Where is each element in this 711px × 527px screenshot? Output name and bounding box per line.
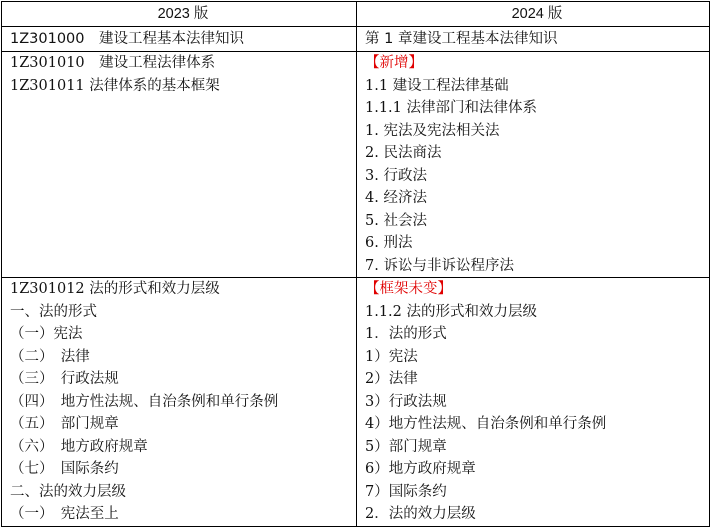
- section1-right-line: 1. 宪法及宪法相关法: [365, 122, 500, 139]
- section2-right-line: 1）宪法: [365, 348, 418, 365]
- section2-right-line: 2）法律: [365, 371, 418, 387]
- section2-left-line: （七） 国际条约: [10, 461, 119, 477]
- subheader-2024: 第 1 章建设工程基本法律知识: [357, 27, 710, 52]
- section1-right-line: 1.1.1 法律部门和法律体系: [365, 100, 538, 116]
- section2-left-line: （一） 宪法至上: [10, 506, 119, 522]
- section-row-1: [2, 52, 710, 278]
- header-2023: 2023 版: [2, 2, 357, 27]
- section2-right-line: 6）地方政府规章: [365, 461, 476, 477]
- section1-right-line: 6. 刑法: [365, 235, 413, 251]
- section2-right-line: 5）部门规章: [365, 438, 447, 455]
- section2-left-line: （四） 地方性法规、自治条例和单行条例: [10, 393, 279, 410]
- section2-left-line: 一、法的形式: [10, 303, 97, 320]
- section1-right-line: 2. 民法商法: [365, 145, 442, 161]
- section2-right-line: 1.1.2 法的形式和效力层级: [365, 303, 538, 320]
- section1-2023-cell: [2, 52, 357, 278]
- new-tag: 【新增】: [365, 55, 423, 71]
- unchanged-tag: 【框架未变】: [365, 281, 452, 297]
- section2-right-line: 4）地方性法规、自治条例和单行条例: [365, 416, 607, 432]
- subheader-row: [2, 27, 710, 52]
- comparison-table: [1, 1, 710, 527]
- section2-left-line: 1Z301012 法的形式和效力层级: [10, 281, 220, 297]
- section1-left-line: 1Z301010 建设工程法律体系: [10, 55, 216, 71]
- section1-right-line: 3. 行政法: [365, 167, 427, 184]
- section1-right-line: 4. 经济法: [365, 190, 427, 206]
- section1-right-line: 7. 诉讼与非诉讼程序法: [365, 257, 514, 274]
- section2-right-line: 7）国际条约: [365, 483, 447, 500]
- section2-left-line: （一）宪法: [10, 326, 83, 342]
- section2-2023-cell: [2, 278, 357, 527]
- header-2024: 2024 版: [357, 2, 710, 27]
- subheader-2023: 1Z301000 建设工程基本法律知识: [2, 27, 357, 52]
- section2-left-line: （六） 地方政府规章: [10, 438, 148, 455]
- section1-right-line: 5. 社会法: [365, 212, 427, 229]
- header-row: [2, 2, 710, 27]
- section2-right-line: 2．法的效力层级: [365, 506, 476, 522]
- section1-left-line: 1Z301011 法律体系的基本框架: [10, 77, 220, 94]
- section2-left-line: （五） 部门规章: [10, 416, 119, 432]
- section1-right-line: 1.1 建设工程法律基础: [365, 77, 509, 94]
- section-row-2: [2, 278, 710, 527]
- section2-left-line: 二、法的效力层级: [10, 483, 126, 500]
- section2-left-line: （三） 行政法规: [10, 371, 119, 387]
- section2-right-line: 1．法的形式: [365, 326, 447, 342]
- section2-right-line: 3）行政法规: [365, 393, 447, 410]
- section2-2024-cell: [357, 278, 710, 527]
- section1-2024-cell: [357, 52, 710, 278]
- section2-left-line: （二） 法律: [10, 348, 90, 365]
